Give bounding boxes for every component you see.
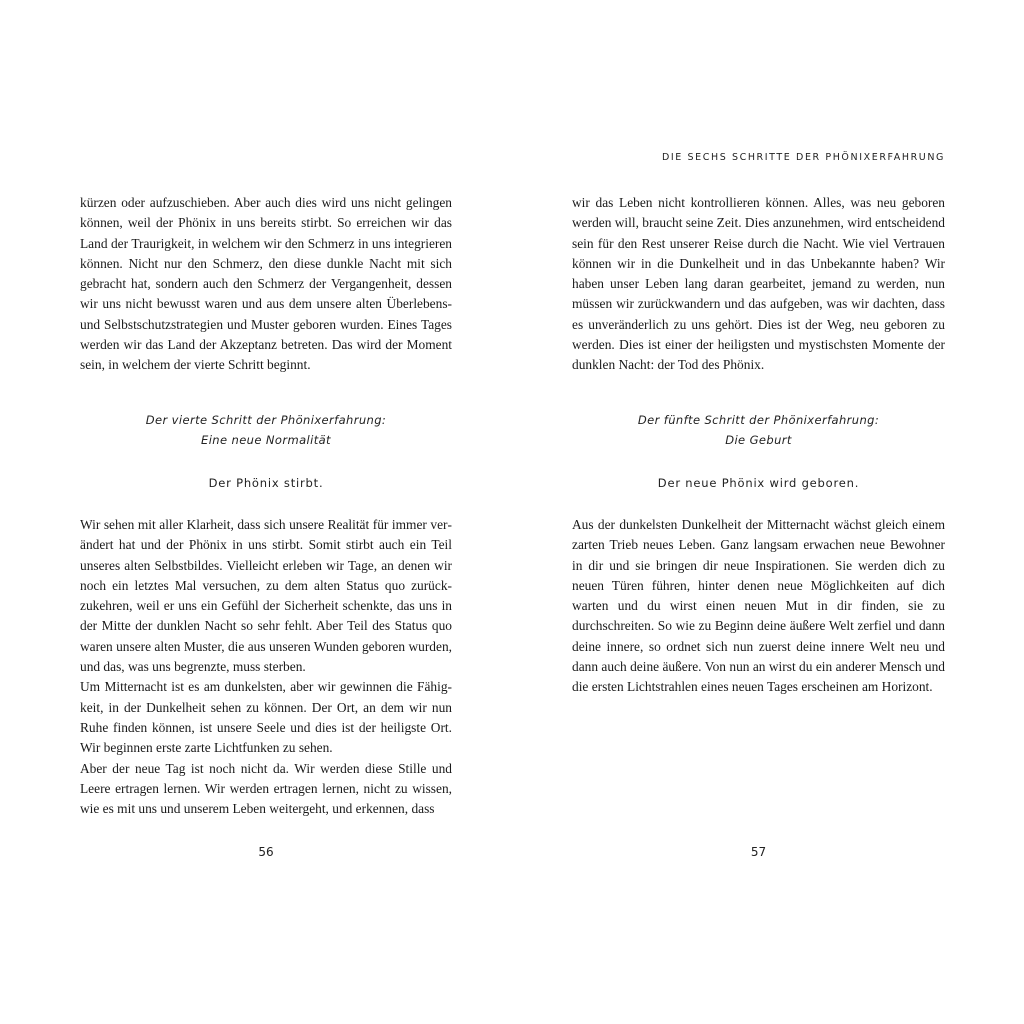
page-number: 56	[258, 845, 274, 859]
left-page	[80, 0, 452, 1024]
right-body-top	[572, 193, 945, 376]
paragraph: wir das Leben nicht kontrollieren können. Alles, was neu geboren werden will, braucht seine Zeit. Dies anzunehmen, wird entscheidend sein für den Rest unserer Reise durch die Nacht. Wie viel Vertrauen können wir in die Dunkelheit und in das Unbekannte haben? Wir haben unser Leben lang daran gearbeitet, jemand zu werden, nun müssen wir zurückwandern und das aufgeben, was wir dachten, dass es unveränderlich zu uns gehört. Dies ist der Weg, neu geboren zu werden. Dies ist einer der heiligsten und mystischsten Momente der dunklen Nacht: der Tod des Phönix.	[572, 195, 945, 373]
paragraph: Um Mitternacht ist es am dunkelsten, aber wir gewinnen die Fähigkeit, in der Dunkelheit sehen zu können. Der Ort, an dem wir nun Ruhe finden können, ist unsere Seele und dies ist der heiligste Ort. Wir beginnen erste zarte Lichtfunken zu sehen.	[80, 679, 452, 756]
running-head: DIE SECHS SCHRITTE DER PHÖNIXERFAHRUNG	[661, 152, 945, 163]
left-body-top	[80, 193, 452, 376]
step-heading-line1: Der vierte Schritt der Phönixerfahrung:	[145, 413, 387, 427]
step-heading	[80, 411, 452, 450]
right-body-bottom	[572, 515, 945, 698]
subheading: Der Phönix stirbt.	[208, 476, 324, 490]
subheading: Der neue Phönix wird geboren.	[657, 476, 860, 490]
paragraph: kürzen oder aufzuschieben. Aber auch dies wird uns nicht gelingen können, weil der Phönix in uns bereits stirbt. So erreichen wir das Land der Traurigkeit, in welchem wir den Schmerz in uns integrieren können. Nicht nur den Schmerz, den diese dunkle Nacht mit sich gebracht hat, sondern auch den Schmerz der Vergangenheit, dessen wir uns nicht bewusst waren und aus dem unsere alten Überlebens- und Selbstschutzstrategien und Muster geboren wurden. Eines Tages werden wir das Land der Akzeptanz betreten. Das wird der Moment sein, in welchem der vierte Schritt beginnt.	[80, 195, 452, 373]
step-heading-line2: Die Geburt	[725, 432, 792, 447]
step-heading-line2: Eine neue Normalität	[201, 432, 331, 447]
step-heading-line1: Der fünfte Schritt der Phönixerfahrung:	[637, 413, 880, 427]
paragraph: Aber der neue Tag ist noch nicht da. Wir werden diese Stille und Leere ertragen lernen. Wir werden ertragen lernen, nicht zu wissen, wie es mit uns und unserem Leben weitergeht, und erkennen, dass	[80, 760, 452, 817]
left-body-bottom	[80, 515, 452, 819]
step-heading	[572, 411, 945, 450]
paragraph: Wir sehen mit aller Klarheit, dass sich unsere Realität für immer verändert hat und der Phönix in uns stirbt. Somit stirbt auch ein Teil unseres alten Selbstbildes. Vielleicht erleben wir Tage, an denen wir noch ein letztes Mal versuchen, zu dem alten Status quo zurückzukehren, weil er uns ein Gefühl der Sicherheit schenkte, das uns in der Mitte der dunklen Nacht so sehr fehlt. Aber Teil des Status quo waren unsere alten Muster, die aus unseren Wunden geboren wurden, und das, was uns begrenzte, muss sterben.	[80, 517, 452, 675]
right-page	[572, 0, 945, 1024]
paragraph: Aus der dunkelsten Dunkelheit der Mitternacht wächst gleich einem zarten Trieb neues Leben. Ganz langsam erwachen neue Bewohner in dir und sie bringen dir neue Inspirationen. Sie werden dich zu neuen Türen führen, hinter denen neue Möglichkeiten auf dich warten und du wirst einen neuen Mut in dir finden, sie zu durchschreiten. So wie zu Beginn deine äußere Welt zerfiel und dann deine innere, so ordnet sich nun zuerst deine innere Welt neu und dann auch deine äußere. Von nun an wirst du ein anderer Mensch und die ersten Lichtstrahlen eines neuen Tages erscheinen am Horizont.	[572, 517, 945, 695]
page-number: 57	[750, 845, 767, 859]
